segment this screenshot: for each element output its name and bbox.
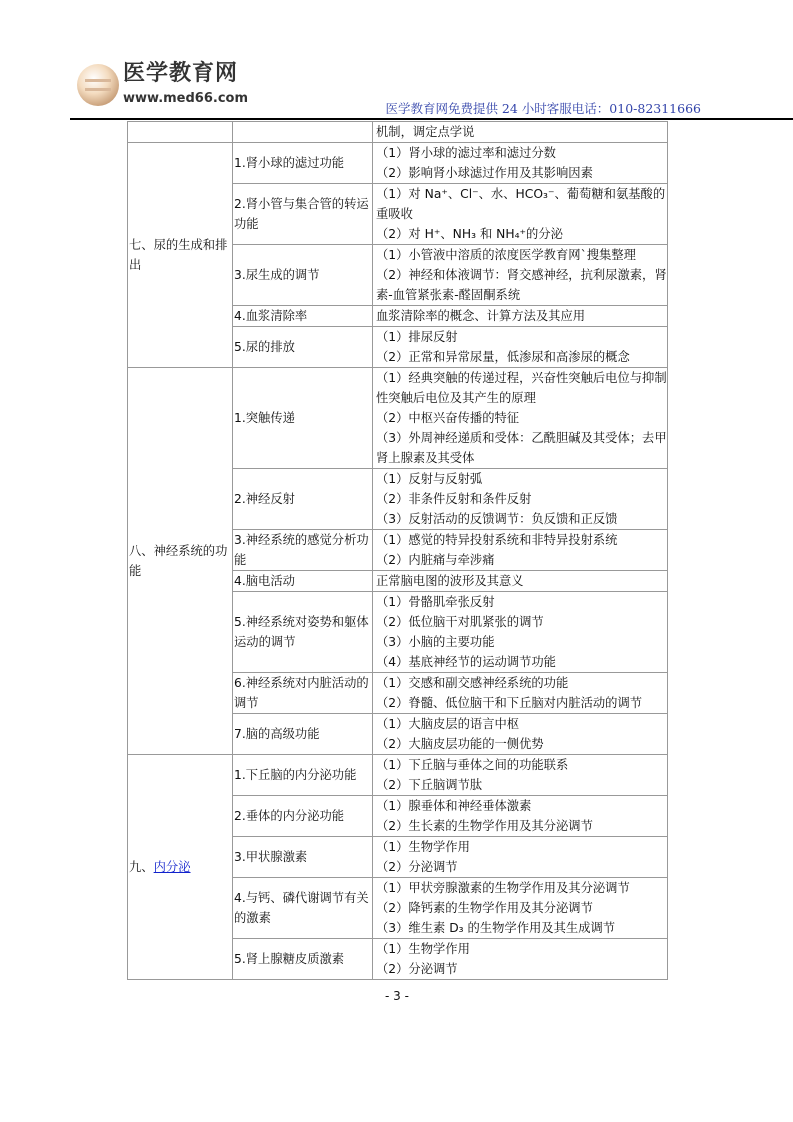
logo-title: 医学教育网 <box>123 60 239 86</box>
page-body <box>127 121 667 1014</box>
section-cell <box>128 755 233 980</box>
topic-label: 3.尿生成的调节 <box>234 268 320 282</box>
topic-cell <box>233 469 373 530</box>
topic-label: 5.肾上腺糖皮质激素 <box>234 952 345 966</box>
content-item: （1）感觉的特异投射系统和非特异投射系统 <box>376 533 618 547</box>
content-item: （1）大脑皮层的语言中枢 <box>376 717 520 731</box>
content-item: （1）对 Na⁺、Cl⁻、水、HCO₃⁻、葡萄糖和氨基酸的重吸收 <box>376 187 666 221</box>
content-cell <box>373 530 668 571</box>
content-item: （2）非条件反射和条件反射 <box>376 492 532 506</box>
content-cell <box>373 755 668 796</box>
content-cell <box>373 143 668 184</box>
topic-label: 5.神经系统对姿势和躯体运动的调节 <box>234 615 369 649</box>
table-row <box>128 755 668 796</box>
topic-cell <box>233 755 373 796</box>
content-item: （2）分泌调节 <box>376 962 458 976</box>
content-item: （1）排尿反射 <box>376 330 458 344</box>
section-title: 八、神经系统的功能 <box>129 544 228 578</box>
content-item: （3）维生素 D₃ 的生物学作用及其生成调节 <box>376 921 616 935</box>
content-cell <box>373 122 668 143</box>
content-item: （4）基底神经节的运动调节功能 <box>376 655 556 669</box>
content-item: （2）生长素的生物学作用及其分泌调节 <box>376 819 593 833</box>
topic-cell <box>233 796 373 837</box>
page-number: - 3 - <box>385 989 409 1003</box>
syllabus-table <box>127 121 668 980</box>
content-item: （1）经典突触的传递过程，兴奋性突触后电位与抑制性突触后电位及其产生的原理 <box>376 371 667 405</box>
topic-label: 1.下丘脑的内分泌功能 <box>234 768 357 782</box>
content-item: （1）小管液中溶质的浓度医学教育网`搜集整理 <box>376 248 636 262</box>
topic-label: 5.尿的排放 <box>234 340 295 354</box>
content-cell <box>373 469 668 530</box>
content-cell <box>373 327 668 368</box>
header-divider <box>70 118 793 120</box>
topic-cell <box>233 592 373 673</box>
section-title-link[interactable]: 内分泌 <box>153 860 191 874</box>
content-item: 正常脑电图的波形及其意义 <box>376 574 524 588</box>
content-item: （2）分泌调节 <box>376 860 458 874</box>
content-item: 机制，调定点学说 <box>376 125 475 139</box>
content-item: （1）腺垂体和神经垂体激素 <box>376 799 532 813</box>
topic-cell <box>233 306 373 327</box>
logo-url: www.med66.com <box>123 91 249 106</box>
topic-cell <box>233 571 373 592</box>
content-item: （2）降钙素的生物学作用及其分泌调节 <box>376 901 593 915</box>
topic-cell <box>233 368 373 469</box>
topic-label: 2.神经反射 <box>234 492 295 506</box>
content-item: （3）小脑的主要功能 <box>376 635 495 649</box>
topic-cell <box>233 714 373 755</box>
content-cell <box>373 592 668 673</box>
logo-emblem-icon <box>77 64 119 106</box>
topic-cell <box>233 327 373 368</box>
topic-label: 2.垂体的内分泌功能 <box>234 809 345 823</box>
content-item: （1）生物学作用 <box>376 942 470 956</box>
content-item: （3）外周神经递质和受体：乙酰胆碱及其受体；去甲肾上腺素及其受体 <box>376 431 667 465</box>
content-cell <box>373 571 668 592</box>
content-item: （2）大脑皮层功能的一侧优势 <box>376 737 544 751</box>
content-cell <box>373 714 668 755</box>
content-item: （2）影响肾小球滤过作用及其影响因素 <box>376 166 593 180</box>
content-item: （2）正常和异常尿量，低渗尿和高渗尿的概念 <box>376 350 630 364</box>
content-item: （1）骨骼肌牵张反射 <box>376 595 495 609</box>
topic-label: 3.神经系统的感觉分析功能 <box>234 533 369 567</box>
table-row <box>128 368 668 469</box>
content-cell <box>373 184 668 245</box>
table-row <box>128 122 668 143</box>
section-title: 七、尿的生成和排出 <box>129 238 228 272</box>
topic-cell <box>233 673 373 714</box>
topic-cell <box>233 184 373 245</box>
topic-cell <box>233 143 373 184</box>
topic-label: 2.肾小管与集合管的转运功能 <box>234 197 369 231</box>
topic-label: 4.与钙、磷代谢调节有关的激素 <box>234 891 369 925</box>
topic-label: 1.突触传递 <box>234 411 295 425</box>
topic-label: 6.神经系统对内脏活动的调节 <box>234 676 369 710</box>
content-item: （1）反射与反射弧 <box>376 472 483 486</box>
content-cell <box>373 673 668 714</box>
section-cell <box>128 143 233 368</box>
content-cell <box>373 245 668 306</box>
content-cell <box>373 368 668 469</box>
topic-cell <box>233 245 373 306</box>
topic-label: 4.脑电活动 <box>234 574 295 588</box>
section-cell <box>128 122 233 143</box>
topic-cell <box>233 837 373 878</box>
content-item: （2）神经和体液调节：肾交感神经，抗利尿激素，肾素-血管紧张素-醛固酮系统 <box>376 268 667 302</box>
content-cell <box>373 878 668 939</box>
content-item: （2）中枢兴奋传播的特征 <box>376 411 520 425</box>
content-item: （2）低位脑干对肌紧张的调节 <box>376 615 544 629</box>
topic-cell <box>233 939 373 980</box>
content-item: （1）交感和副交感神经系统的功能 <box>376 676 569 690</box>
content-cell <box>373 796 668 837</box>
section-cell <box>128 368 233 755</box>
section-title-prefix: 九、 <box>129 860 154 874</box>
site-logo <box>77 60 267 110</box>
content-item: （3）反射活动的反馈调节：负反馈和正反馈 <box>376 512 618 526</box>
header-hotline: 医学教育网免费提供 24 小时客服电话：010-82311666 <box>385 101 701 116</box>
topic-label: 7.脑的高级功能 <box>234 727 320 741</box>
table-row <box>128 143 668 184</box>
content-item: （1）甲状旁腺激素的生物学作用及其分泌调节 <box>376 881 630 895</box>
topic-cell <box>233 878 373 939</box>
content-item: （1）下丘脑与垂体之间的功能联系 <box>376 758 569 772</box>
content-item: （1）肾小球的滤过率和滤过分数 <box>376 146 556 160</box>
topic-label: 4.血浆清除率 <box>234 309 308 323</box>
topic-label: 1.肾小球的滤过功能 <box>234 156 345 170</box>
content-cell <box>373 939 668 980</box>
content-item: 血浆清除率的概念、计算方法及其应用 <box>376 309 586 323</box>
content-item: （2）内脏痛与牵涉痛 <box>376 553 495 567</box>
content-cell <box>373 837 668 878</box>
content-item: （2）下丘脑调节肽 <box>376 778 483 792</box>
content-item: （1）生物学作用 <box>376 840 470 854</box>
content-item: （2）脊髓、低位脑干和下丘脑对内脏活动的调节 <box>376 696 643 710</box>
topic-cell <box>233 122 373 143</box>
topic-cell <box>233 530 373 571</box>
topic-label: 3.甲状腺激素 <box>234 850 308 864</box>
content-item: （2）对 H⁺、NH₃ 和 NH₄⁺的分泌 <box>376 227 563 241</box>
content-cell <box>373 306 668 327</box>
